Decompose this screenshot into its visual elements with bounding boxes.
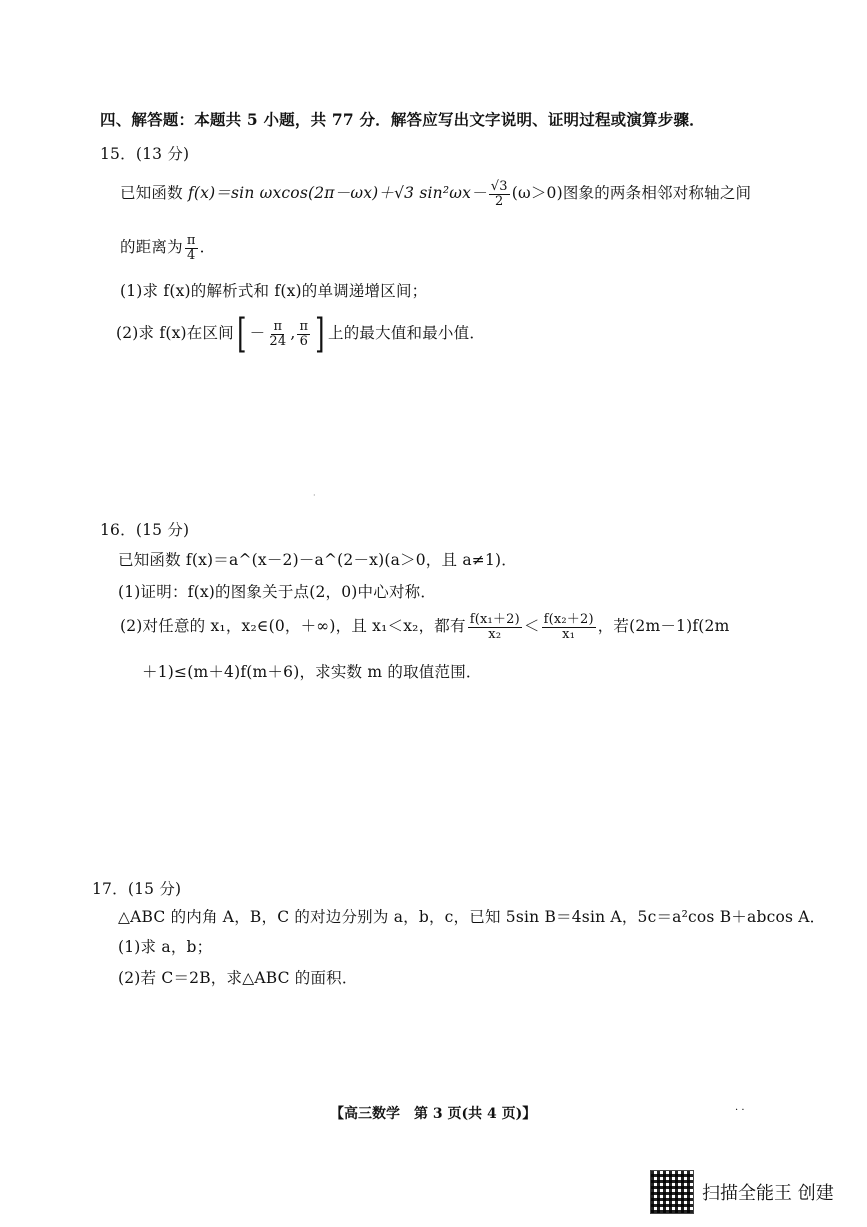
q15-pi4-num: π — [186, 233, 196, 248]
q16-part2-cont: ＋1)≤(m＋4)f(m＋6)，求实数 m 的取值范围． — [142, 663, 482, 681]
q15-stem2-a: 的距离为 — [120, 238, 183, 257]
q15-stem-c: (ω＞0)图象的两条相邻对称轴之间 — [511, 184, 752, 203]
scan-dots: · · — [735, 1105, 745, 1116]
q16-part2-b: ，若(2m－1)f(2m — [597, 617, 730, 636]
q16-f1-num: f(x₁＋2) — [469, 612, 520, 627]
q15-part2-b: 上的最大值和最小值． — [328, 324, 486, 342]
q16-part2-a: (2)对任意的 x₁，x₂∈(0，＋∞)，且 x₁＜x₂，都有 — [120, 617, 466, 636]
q15-frac — [489, 180, 510, 208]
q15-stem-line2 — [120, 234, 215, 262]
q16-frac-2 — [542, 613, 596, 641]
q15-i2-num: π — [299, 318, 309, 334]
q17-part2: (2)若 C＝2B，求△ABC 的面积． — [118, 969, 358, 987]
q15-pi4-frac — [185, 234, 198, 262]
q16-less-than: ＜ — [523, 617, 540, 636]
q15-part2: (2)求 f(x)在区间[ － $\frac{\pi}{24}$ , $\frac{\pi}{6}$ ] 上的最大值和最小值． — [116, 311, 486, 357]
q15-label: 15．(13 分) — [100, 145, 190, 163]
q16-f2-den: x₁ — [562, 626, 576, 642]
q15-i2-den: 6 — [299, 333, 309, 349]
page-footer: 【高三数学 第 3 页(共 4 页)】 — [330, 1106, 537, 1122]
q16-frac-1 — [468, 613, 522, 641]
q15-frac-den: 2 — [495, 193, 504, 209]
right-bracket-icon: ] — [315, 311, 325, 357]
q15-part2-a: (2)求 f(x)在区间 — [116, 324, 234, 342]
q15-i1-den: 24 — [269, 333, 287, 349]
q15-stem-b: f(x)＝sin ωxcos(2π－ωx)＋√3 sin²ωx－ — [187, 184, 487, 203]
q15-frac-num: √3 — [490, 179, 508, 194]
q15-part1: (1)求 f(x)的解析式和 f(x)的单调递增区间； — [120, 282, 428, 300]
q15-interval-lower — [267, 320, 288, 348]
watermark-text: 扫描全能王 创建 — [702, 1183, 834, 1204]
q15-pi4-den: 4 — [186, 247, 196, 263]
q15-stem-a: 已知函数 — [120, 184, 188, 203]
camscanner-watermark — [650, 1170, 834, 1214]
q15-stem-line1 — [120, 180, 751, 208]
q17-stem: △ABC 的内角 A，B，C 的对边分别为 a，b，c，已知 5sin B＝4sin A，5c＝a²cos B＋abcos A． — [118, 908, 826, 926]
q16-f1-den: x₂ — [488, 626, 502, 642]
section-header: 四、解答题：本题共 5 小题，共 77 分．解答应写出文字说明、证明过程或演算步骤． — [100, 110, 705, 129]
qr-code-icon — [650, 1170, 694, 1214]
q16-part2 — [120, 613, 730, 641]
q16-label: 16．(15 分) — [100, 521, 190, 539]
q17-label: 17．(15 分) — [92, 880, 182, 898]
scan-speck: · — [313, 491, 316, 500]
q16-part1: (1)证明：f(x)的图象关于点(2，0)中心对称． — [118, 583, 437, 601]
q15-i1-num: π — [273, 318, 283, 334]
q15-interval-upper — [297, 320, 310, 348]
left-bracket-icon: [ — [237, 311, 247, 357]
q15-stem2-b: ． — [199, 238, 216, 257]
q15-interval-sign: － — [249, 324, 266, 342]
q17-part1: (1)求 a，b； — [118, 938, 213, 956]
q16-f2-num: f(x₂＋2) — [543, 612, 594, 627]
q16-stem: 已知函数 f(x)＝a^(x－2)－a^(2－x)(a＞0，且 a≠1)． — [118, 551, 517, 569]
